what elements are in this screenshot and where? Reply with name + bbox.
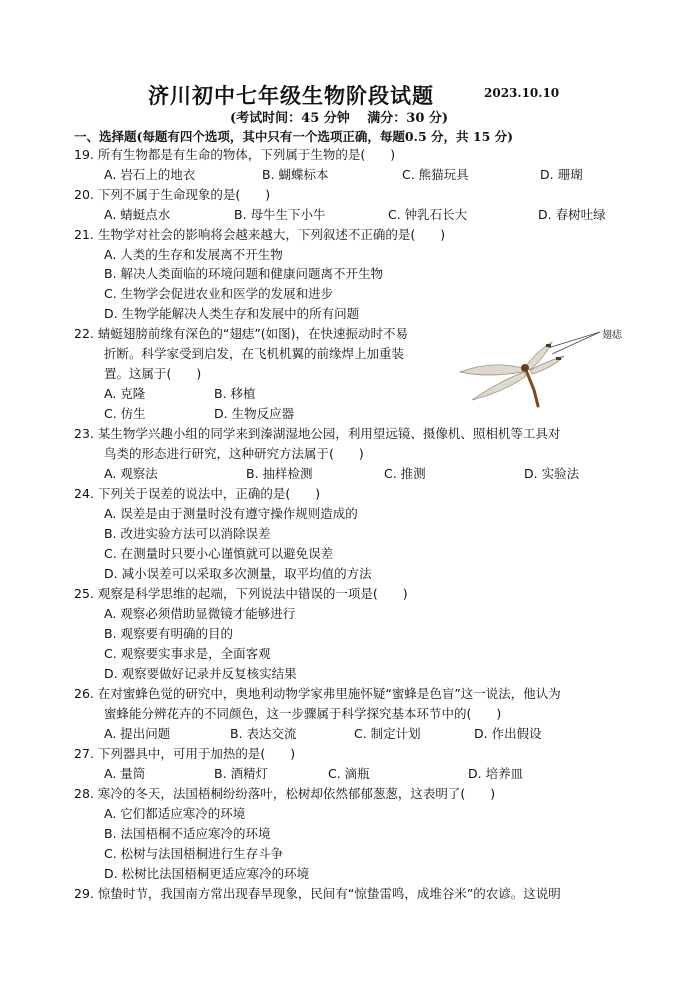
question-26-stem-line-2: 蜜蜂能分辨花卉的不同颜色，这一步骤属于科学探究基本环节中的( ) xyxy=(104,706,502,721)
question-23-option-b: B. 抽样检测 xyxy=(246,466,313,481)
question-26-stem-line-1: 26. 在对蜜蜂色觉的研究中，奥地利动物学家弗里施怀疑“蜜蜂是色盲”这一说法，他认为 xyxy=(74,686,561,701)
question-27-option-a: A. 量筒 xyxy=(104,766,146,781)
figure-label-pterostigma: 翅痣 xyxy=(602,330,622,341)
exam-date: 2023.10.10 xyxy=(484,86,560,100)
exam-subtitle: (考试时间：45 分钟 满分：30 分) xyxy=(230,111,449,126)
question-24-option-b: B. 改进实验方法可以消除误差 xyxy=(104,526,271,541)
question-27-option-d: D. 培养皿 xyxy=(468,766,524,781)
question-19-option-b: B. 蝴蝶标本 xyxy=(262,167,329,182)
question-19-option-d: D. 珊瑚 xyxy=(540,167,583,182)
question-24-option-c: C. 在测量时只要小心谨慎就可以避免误差 xyxy=(104,546,334,561)
header xyxy=(0,80,696,110)
question-23-option-c: C. 推测 xyxy=(384,466,426,481)
question-20-option-a: A. 蜻蜓点水 xyxy=(104,207,171,222)
question-25-stem: 25. 观察是科学思维的起端，下列说法中错误的一项是( ) xyxy=(74,586,408,601)
question-22-option-a: A. 克隆 xyxy=(104,386,146,401)
question-22-stem-line-2: 折断。科学家受到启发，在飞机机翼的前缘焊上加重装 xyxy=(104,346,405,361)
question-19-option-c: C. 熊猫玩具 xyxy=(402,167,469,182)
question-20-option-d: D. 春树吐绿 xyxy=(538,207,606,222)
question-29-stem: 29. 惊蛰时节，我国南方常出现春旱现象，民间有“惊蛰雷鸣，成堆谷米”的农谚。这说明 xyxy=(74,886,561,901)
question-28-option-b: B. 法国梧桐不适应寒冷的环境 xyxy=(104,826,271,841)
question-20-stem: 20. 下列不属于生命现象的是( ) xyxy=(74,187,271,202)
question-20-option-b: B. 母牛生下小牛 xyxy=(234,207,326,222)
question-21-option-d: D. 生物学能解决人类生存和发展中的所有问题 xyxy=(104,306,360,321)
question-20-option-c: C. 钟乳石长大 xyxy=(388,207,468,222)
question-27-stem: 27. 下列器具中，可用于加热的是( ) xyxy=(74,746,296,761)
question-21-option-b: B. 解决人类面临的环境问题和健康问题离不开生物 xyxy=(104,266,384,281)
section-heading: 一、选择题(每题有四个选项，其中只有一个选项正确，每题0.5 分，共 15 分) xyxy=(74,129,514,144)
question-25-option-b: B. 观察要有明确的目的 xyxy=(104,626,234,641)
question-19-option-a: A. 岩石上的地衣 xyxy=(104,167,196,182)
question-22-option-b: B. 移植 xyxy=(214,386,256,401)
question-22-stem-line-3: 置。这属于( ) xyxy=(104,366,202,381)
exam-title: 济川初中七年级生物阶段试题 xyxy=(148,83,434,108)
question-27-option-c: C. 滴瓶 xyxy=(328,766,370,781)
question-21-option-a: A. 人类的生存和发展离不开生物 xyxy=(104,247,283,262)
question-22-option-d: D. 生物反应器 xyxy=(214,406,295,421)
question-23-stem-line-1: 23. 某生物学兴趣小组的同学来到溱湖湿地公园，利用望远镜、摄像机、照相机等工具对 xyxy=(74,426,561,441)
question-21-stem: 21. 生物学对社会的影响将会越来越大，下列叙述不正确的是( ) xyxy=(74,227,446,242)
question-24-option-a: A. 误差是由于测量时没有遵守操作规则造成的 xyxy=(104,506,358,521)
question-26-option-a: A. 提出问题 xyxy=(104,726,171,741)
question-28-option-c: C. 松树与法国梧桐进行生存斗争 xyxy=(104,846,284,861)
question-24-option-d: D. 减小误差可以采取多次测量，取平均值的方法 xyxy=(104,566,372,581)
question-21-option-c: C. 生物学会促进农业和医学的发展和进步 xyxy=(104,286,334,301)
question-19-stem: 19. 所有生物都是有生命的物体，下列属于生物的是( ) xyxy=(74,147,396,162)
question-22-option-c: C. 仿生 xyxy=(104,406,146,421)
question-28-stem: 28. 寒冷的冬天，法国梧桐纷纷落叶，松树却依然郁郁葱葱，这表明了( ) xyxy=(74,786,496,801)
question-24-stem: 24. 下列关于误差的说法中，正确的是( ) xyxy=(74,486,321,501)
question-25-option-d: D. 观察要做好记录并反复核实结果 xyxy=(104,666,297,681)
question-27-option-b: B. 酒精灯 xyxy=(214,766,269,781)
question-26-option-c: C. 制定计划 xyxy=(354,726,421,741)
question-23-option-a: A. 观察法 xyxy=(104,466,158,481)
question-28-option-d: D. 松树比法国梧桐更适应寒冷的环境 xyxy=(104,866,310,881)
question-26-option-b: B. 表达交流 xyxy=(230,726,297,741)
question-25-option-a: A. 观察必须借助显微镜才能够进行 xyxy=(104,606,296,621)
question-25-option-c: C. 观察要实事求是，全面客观 xyxy=(104,646,271,661)
question-28-option-a: A. 它们都适应寒冷的环境 xyxy=(104,806,246,821)
question-23-stem-line-2: 鸟类的形态进行研究，这种研究方法属于( ) xyxy=(104,446,364,461)
question-26-option-d: D. 作出假设 xyxy=(474,726,542,741)
question-22-stem-line-1: 22. 蜻蜓翅膀前缘有深色的“翅痣”(如图)，在快速振动时不易 xyxy=(74,326,409,341)
question-23-option-d: D. 实验法 xyxy=(524,466,580,481)
